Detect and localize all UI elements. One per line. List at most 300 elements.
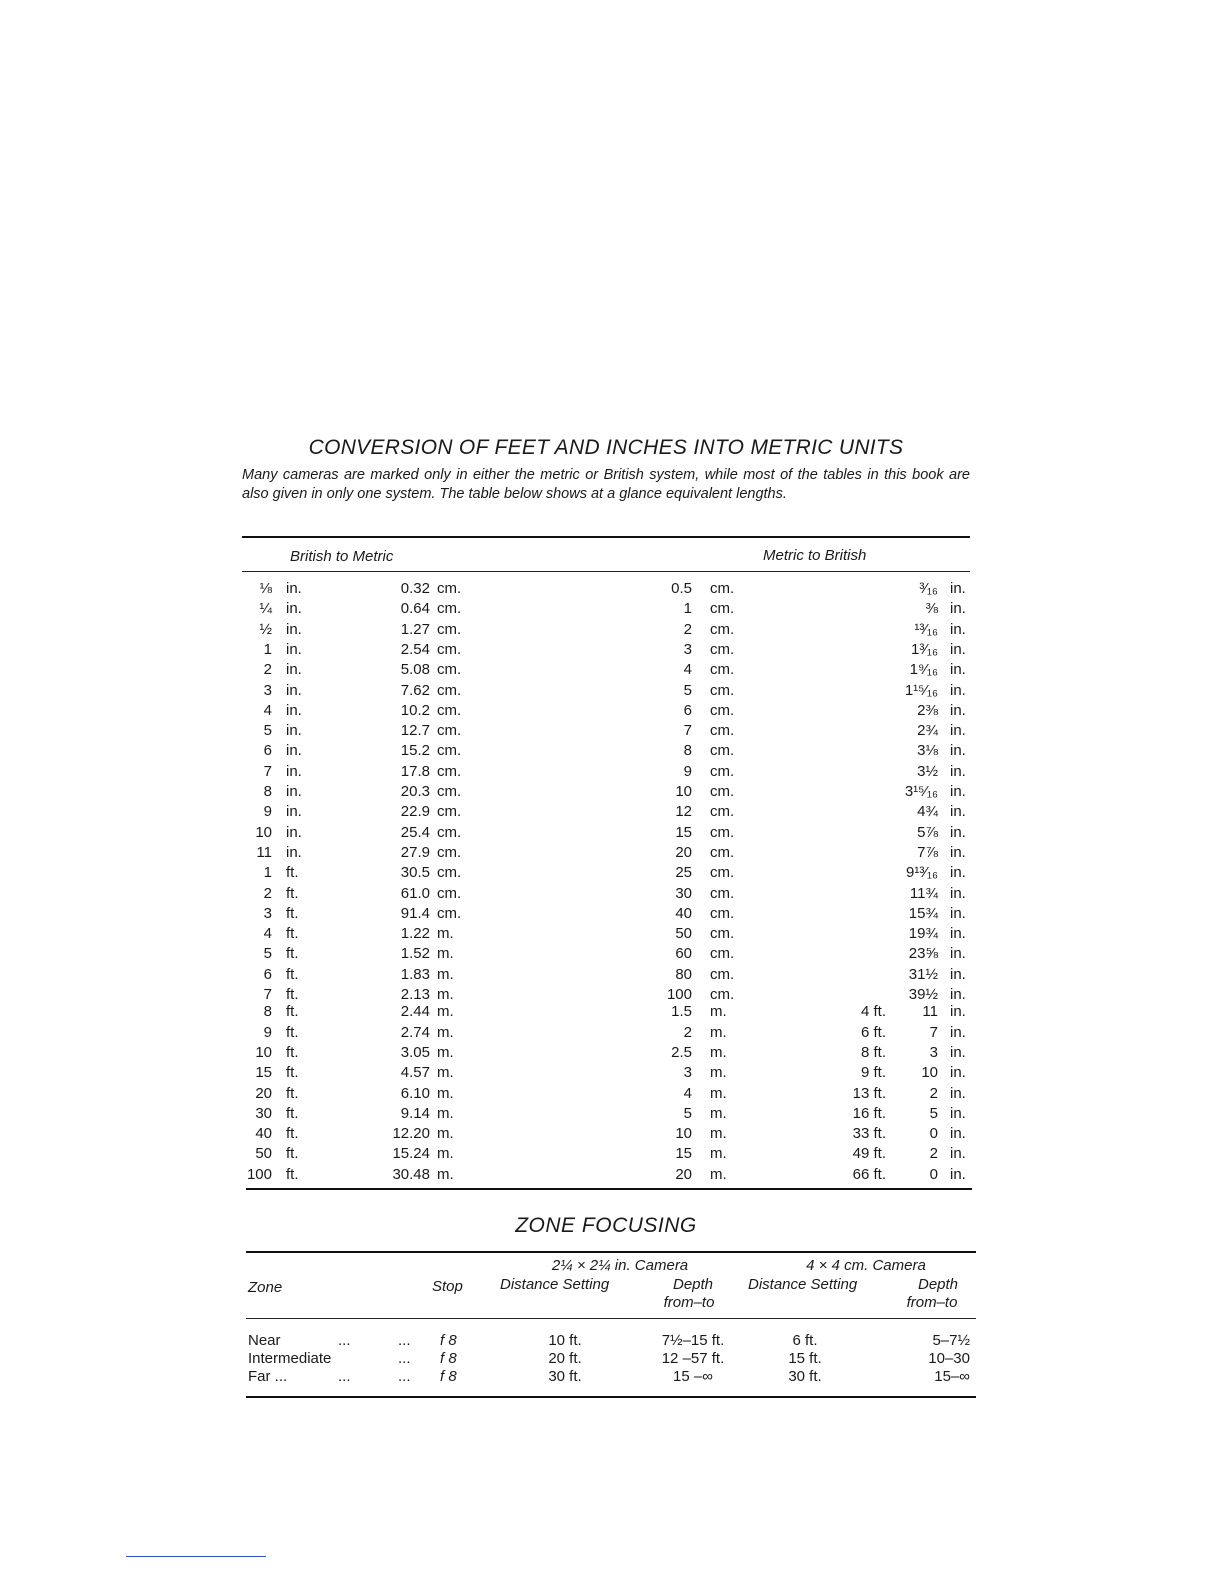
metric-unit: cm. (437, 641, 462, 658)
zone-bottom-rule (246, 1396, 976, 1398)
table-row (0, 925, 1224, 945)
zone-header-stop: Stop (432, 1278, 463, 1295)
inches-value: 7 (929, 1024, 938, 1041)
metric-source-unit: cm. (710, 580, 735, 597)
metric-source-unit: m. (710, 1003, 727, 1020)
inches-value: 1¹⁵⁄₁₆ (904, 682, 938, 699)
inches-value: 5⅞ (917, 824, 938, 841)
british-value: 50 (255, 1145, 272, 1162)
metric-source-unit: m. (710, 1166, 727, 1183)
metric-unit: m. (437, 1105, 454, 1122)
zone-header-rule (246, 1318, 976, 1319)
metric-value: 25.4 (400, 824, 430, 841)
table-row (0, 803, 1224, 823)
metric-source-unit: cm. (710, 722, 735, 739)
metric-source-unit: m. (710, 1105, 727, 1122)
metric-source-unit: cm. (710, 986, 735, 1003)
distance-setting-1: 10 ft. (548, 1332, 582, 1349)
british-value: 15 (255, 1064, 272, 1081)
depth-range-1: 12 –57 ft. (661, 1350, 725, 1367)
metric-value: 22.9 (400, 803, 430, 820)
inches-value: 0 (929, 1166, 938, 1183)
inches-value: 0 (929, 1125, 938, 1142)
metric-unit: cm. (437, 763, 462, 780)
british-value: 6 (263, 966, 272, 983)
british-value: 20 (255, 1085, 272, 1102)
metric-value: 61.0 (400, 885, 430, 902)
inches-unit: in. (950, 905, 966, 922)
feet-value: 6 ft. (860, 1024, 886, 1041)
inches-unit: in. (950, 580, 966, 597)
zone-header-from-to-2: from–to (906, 1294, 958, 1311)
inches-unit: in. (950, 763, 966, 780)
inches-value: 39½ (908, 986, 938, 1003)
metric-unit: m. (437, 1064, 454, 1081)
metric-value: 4.57 (400, 1064, 430, 1081)
zone-header-distance-setting-1: Distance Setting (500, 1276, 610, 1293)
metric-source-unit: cm. (710, 966, 735, 983)
distance-setting-1: 30 ft. (548, 1368, 582, 1385)
inches-unit: in. (950, 803, 966, 820)
metric-unit: m. (437, 945, 454, 962)
inches-unit: in. (950, 1064, 966, 1081)
metric-source-value: 1.5 (671, 1003, 692, 1020)
inches-value: 7⅞ (917, 844, 938, 861)
metric-unit: m. (437, 1044, 454, 1061)
british-value: 100 (246, 1166, 272, 1183)
british-value: 9 (263, 1024, 272, 1041)
metric-value: 27.9 (400, 844, 430, 861)
metric-source-unit: cm. (710, 600, 735, 617)
british-value: 3 (263, 682, 272, 699)
inches-value: 3½ (917, 763, 938, 780)
metric-unit: cm. (437, 661, 462, 678)
distance-setting-2: 30 ft. (788, 1368, 822, 1385)
metric-unit: m. (437, 966, 454, 983)
metric-source-unit: m. (710, 1085, 727, 1102)
inches-value: 23⅝ (908, 945, 938, 962)
depth-range-2: 10–30 (928, 1350, 970, 1367)
british-value: 2 (263, 661, 272, 678)
metric-value: 2.74 (400, 1024, 430, 1041)
inches-value: 3⅛ (917, 742, 938, 759)
british-unit: in. (286, 661, 302, 678)
british-unit: ft. (286, 986, 299, 1003)
zone-header-distance-setting-2: Distance Setting (748, 1276, 858, 1293)
inches-unit: in. (950, 742, 966, 759)
inches-unit: in. (950, 1044, 966, 1061)
metric-source-value: 50 (675, 925, 692, 942)
metric-source-unit: cm. (710, 682, 735, 699)
british-value: 6 (263, 742, 272, 759)
inches-unit: in. (950, 682, 966, 699)
depth-range-1: 15 –∞ (673, 1368, 713, 1385)
table-bottom-rule (246, 1188, 972, 1190)
metric-source-value: 4 (683, 1085, 692, 1102)
zone-name: Far ... (248, 1368, 288, 1385)
british-unit: ft. (286, 945, 299, 962)
metric-unit: cm. (437, 600, 462, 617)
metric-source-value: 9 (683, 763, 692, 780)
british-unit: ft. (286, 864, 299, 881)
inches-unit: in. (950, 661, 966, 678)
table-row (0, 1145, 1224, 1165)
zone-row (0, 1350, 1224, 1368)
inches-value: 31½ (908, 966, 938, 983)
metric-unit: cm. (437, 722, 462, 739)
inches-value: ³⁄₁₆ (919, 580, 938, 597)
table-row (0, 1166, 1224, 1186)
british-unit: in. (286, 702, 302, 719)
conversion-title: CONVERSION OF FEET AND INCHES INTO METRIC UNITS (308, 436, 904, 459)
inches-value: 3¹⁵⁄₁₆ (904, 783, 938, 800)
metric-source-unit: cm. (710, 885, 735, 902)
metric-unit: cm. (437, 742, 462, 759)
inches-unit: in. (950, 864, 966, 881)
british-value: 2 (263, 885, 272, 902)
metric-source-value: 20 (675, 1166, 692, 1183)
inches-value: 5 (929, 1105, 938, 1122)
metric-source-unit: m. (710, 1024, 727, 1041)
british-unit: ft. (286, 1085, 299, 1102)
metric-value: 0.64 (400, 600, 430, 617)
metric-source-value: 4 (683, 661, 692, 678)
british-unit: ft. (286, 1044, 299, 1061)
british-value: 10 (255, 1044, 272, 1061)
metric-unit: cm. (437, 844, 462, 861)
metric-source-unit: cm. (710, 763, 735, 780)
table-row (0, 783, 1224, 803)
metric-source-unit: cm. (710, 864, 735, 881)
table-row (0, 600, 1224, 620)
table-row (0, 1085, 1224, 1105)
inches-value: 10 (921, 1064, 938, 1081)
metric-unit: cm. (437, 905, 462, 922)
metric-value: 2.54 (400, 641, 430, 658)
british-unit: in. (286, 641, 302, 658)
british-value: 5 (263, 945, 272, 962)
zone-row (0, 1332, 1224, 1350)
table-row (0, 1003, 1224, 1023)
distance-setting-2: 6 ft. (792, 1332, 818, 1349)
inches-unit: in. (950, 722, 966, 739)
metric-source-unit: cm. (710, 661, 735, 678)
metric-unit: cm. (437, 885, 462, 902)
table-row (0, 641, 1224, 661)
british-value: 8 (263, 783, 272, 800)
zone-header-depth-1: Depth (672, 1276, 714, 1293)
table-row (0, 885, 1224, 905)
metric-source-unit: cm. (710, 621, 735, 638)
british-value: ½ (259, 621, 272, 638)
feet-value: 33 ft. (852, 1125, 886, 1142)
metric-source-value: 2 (683, 621, 692, 638)
british-unit: ft. (286, 1105, 299, 1122)
metric-unit: cm. (437, 824, 462, 841)
feet-value: 16 ft. (852, 1105, 886, 1122)
depth-range-1: 7½–15 ft. (661, 1332, 725, 1349)
leader-dots: ... (398, 1332, 411, 1349)
metric-value: 17.8 (400, 763, 430, 780)
inches-value: 1⁹⁄₁₆ (909, 661, 938, 678)
table-row (0, 905, 1224, 925)
metric-source-value: 12 (675, 803, 692, 820)
depth-range-2: 15–∞ (934, 1368, 970, 1385)
british-value: 4 (263, 925, 272, 942)
inches-unit: in. (950, 844, 966, 861)
british-value: 30 (255, 1105, 272, 1122)
metric-value: 9.14 (400, 1105, 430, 1122)
metric-source-value: 80 (675, 966, 692, 983)
metric-source-value: 40 (675, 905, 692, 922)
metric-value: 7.62 (400, 682, 430, 699)
stop-value: f 8 (440, 1332, 457, 1349)
inches-value: ¹³⁄₁₆ (914, 621, 938, 638)
metric-value: 2.13 (400, 986, 430, 1003)
metric-value: 10.2 (400, 702, 430, 719)
british-unit: ft. (286, 1166, 299, 1183)
metric-unit: m. (437, 1125, 454, 1142)
metric-source-unit: cm. (710, 702, 735, 719)
feet-value: 4 ft. (860, 1003, 886, 1020)
zone-header-depth-2: Depth (917, 1276, 959, 1293)
metric-value: 5.08 (400, 661, 430, 678)
british-value: 11 (256, 844, 272, 861)
table-header-rule (242, 571, 970, 572)
british-unit: ft. (286, 1125, 299, 1142)
inches-unit: in. (950, 1003, 966, 1020)
metric-unit: cm. (437, 580, 462, 597)
zone-name: Near (248, 1332, 281, 1349)
british-unit: in. (286, 824, 302, 841)
metric-unit: m. (437, 1145, 454, 1162)
british-value: 8 (263, 1003, 272, 1020)
british-value: ¼ (259, 600, 272, 617)
metric-unit: m. (437, 1085, 454, 1102)
metric-source-value: 8 (683, 742, 692, 759)
zone-name: Intermediate (248, 1350, 332, 1367)
inches-unit: in. (950, 986, 966, 1003)
metric-unit: cm. (437, 682, 462, 699)
table-row (0, 844, 1224, 864)
british-unit: in. (286, 763, 302, 780)
metric-value: 12.7 (400, 722, 430, 739)
inches-value: 11¾ (909, 885, 938, 902)
feet-value: 9 ft. (860, 1064, 886, 1081)
british-value: 7 (263, 986, 272, 1003)
metric-source-unit: cm. (710, 844, 735, 861)
metric-value: 1.22 (400, 925, 430, 942)
footnote-rule (126, 1556, 266, 1557)
table-row (0, 1105, 1224, 1125)
metric-value: 20.3 (400, 783, 430, 800)
metric-value: 1.83 (400, 966, 430, 983)
british-unit: in. (286, 742, 302, 759)
metric-unit: cm. (437, 803, 462, 820)
british-value: 40 (255, 1125, 272, 1142)
metric-source-unit: cm. (710, 925, 735, 942)
metric-unit: cm. (437, 702, 462, 719)
metric-source-value: 3 (683, 641, 692, 658)
metric-value: 1.27 (400, 621, 430, 638)
british-value: 3 (263, 905, 272, 922)
metric-source-value: 25 (675, 864, 692, 881)
british-value: 5 (263, 722, 272, 739)
inches-unit: in. (950, 1085, 966, 1102)
british-unit: in. (286, 682, 302, 699)
british-value: 1 (263, 641, 272, 658)
inches-value: 9¹³⁄₁₆ (906, 864, 938, 881)
table-row (0, 1064, 1224, 1084)
metric-source-unit: cm. (710, 824, 735, 841)
inches-value: 11 (922, 1003, 938, 1020)
metric-source-value: 60 (675, 945, 692, 962)
conversion-intro: Many cameras are marked only in either the metric or British system, while most of the tables in this book are also given in only one system. The table below shows at a glance equivalent lengths. (242, 467, 970, 502)
inches-unit: in. (950, 885, 966, 902)
metric-source-value: 10 (675, 1125, 692, 1142)
table-row (0, 682, 1224, 702)
inches-unit: in. (950, 1145, 966, 1162)
distance-setting-1: 20 ft. (548, 1350, 582, 1367)
inches-unit: in. (950, 621, 966, 638)
inches-value: ⅜ (925, 600, 938, 617)
metric-source-value: 1 (683, 600, 692, 617)
metric-source-value: 7 (683, 722, 692, 739)
zone-header-camera2: 4 × 4 cm. Camera (806, 1257, 926, 1274)
stop-value: f 8 (440, 1350, 457, 1367)
inches-value: 2⅜ (917, 702, 938, 719)
metric-source-unit: cm. (710, 905, 735, 922)
metric-unit: cm. (437, 621, 462, 638)
metric-source-unit: m. (710, 1145, 727, 1162)
leader-dots: ... (338, 1368, 351, 1385)
table-row (0, 1044, 1224, 1064)
british-value: 4 (263, 702, 272, 719)
inches-unit: in. (950, 966, 966, 983)
inches-unit: in. (950, 925, 966, 942)
inches-value: 3 (929, 1044, 938, 1061)
metric-value: 2.44 (400, 1003, 430, 1020)
british-unit: ft. (286, 1145, 299, 1162)
metric-value: 15.24 (392, 1145, 430, 1162)
metric-source-value: 10 (675, 783, 692, 800)
british-unit: ft. (286, 966, 299, 983)
metric-source-unit: m. (710, 1125, 727, 1142)
inches-value: 19¾ (908, 925, 938, 942)
metric-unit: m. (437, 1003, 454, 1020)
inches-unit: in. (950, 702, 966, 719)
british-unit: in. (286, 600, 302, 617)
metric-unit: m. (437, 1166, 454, 1183)
inches-unit: in. (950, 1125, 966, 1142)
table-row (0, 824, 1224, 844)
metric-source-value: 6 (683, 702, 692, 719)
metric-source-value: 5 (683, 1105, 692, 1122)
metric-unit: m. (437, 1024, 454, 1041)
british-unit: in. (286, 844, 302, 861)
metric-unit: cm. (437, 783, 462, 800)
inches-value: 4¾ (917, 803, 938, 820)
metric-source-unit: cm. (710, 803, 735, 820)
metric-value: 12.20 (392, 1125, 430, 1142)
zone-header-camera1: 2¼ × 2¼ in. Camera (551, 1257, 689, 1274)
table-row (0, 763, 1224, 783)
british-unit: in. (286, 803, 302, 820)
british-unit: in. (286, 621, 302, 638)
metric-value: 30.48 (392, 1166, 430, 1183)
table-row (0, 945, 1224, 965)
british-unit: in. (286, 722, 302, 739)
header-british-to-metric: British to Metric (290, 548, 394, 565)
metric-value: 30.5 (400, 864, 430, 881)
table-row (0, 621, 1224, 641)
metric-source-value: 2 (683, 1024, 692, 1041)
british-unit: ft. (286, 1064, 299, 1081)
zone-header-zone: Zone (248, 1279, 283, 1296)
metric-source-unit: cm. (710, 641, 735, 658)
inches-value: 2 (929, 1145, 938, 1162)
leader-dots: ... (338, 1332, 351, 1349)
metric-value: 6.10 (400, 1085, 430, 1102)
inches-unit: in. (950, 945, 966, 962)
metric-source-value: 15 (675, 1145, 692, 1162)
metric-source-value: 15 (675, 824, 692, 841)
header-metric-to-british: Metric to British (763, 547, 867, 564)
british-value: 10 (255, 824, 272, 841)
metric-unit: m. (437, 925, 454, 942)
stop-value: f 8 (440, 1368, 457, 1385)
metric-value: 91.4 (400, 905, 430, 922)
metric-source-value: 100 (666, 986, 692, 1003)
british-unit: ft. (286, 1003, 299, 1020)
metric-source-unit: cm. (710, 945, 735, 962)
distance-setting-2: 15 ft. (788, 1350, 822, 1367)
table-row (0, 722, 1224, 742)
british-unit: ft. (286, 905, 299, 922)
inches-unit: in. (950, 600, 966, 617)
feet-value: 49 ft. (852, 1145, 886, 1162)
metric-source-value: 20 (675, 844, 692, 861)
inches-unit: in. (950, 1166, 966, 1183)
metric-source-unit: cm. (710, 783, 735, 800)
table-row (0, 1125, 1224, 1145)
metric-value: 0.32 (400, 580, 430, 597)
british-value: 9 (263, 803, 272, 820)
table-row (0, 580, 1224, 600)
metric-source-unit: cm. (710, 742, 735, 759)
metric-source-value: 0.5 (671, 580, 692, 597)
british-unit: ft. (286, 925, 299, 942)
metric-value: 3.05 (400, 1044, 430, 1061)
zone-top-rule (246, 1251, 976, 1253)
inches-value: 15¾ (908, 905, 938, 922)
table-row (0, 864, 1224, 884)
inches-unit: in. (950, 783, 966, 800)
table-row (0, 702, 1224, 722)
metric-unit: m. (437, 986, 454, 1003)
feet-value: 66 ft. (852, 1166, 886, 1183)
depth-range-2: 5–7½ (932, 1332, 970, 1349)
inches-value: 2¾ (917, 722, 938, 739)
metric-source-value: 2.5 (671, 1044, 692, 1061)
british-value: 1 (263, 864, 272, 881)
table-row (0, 1024, 1224, 1044)
leader-dots: ... (398, 1368, 411, 1385)
british-value: 7 (263, 763, 272, 780)
table-row (0, 966, 1224, 986)
zone-header-from-to-1: from–to (663, 1294, 715, 1311)
british-unit: ft. (286, 1024, 299, 1041)
